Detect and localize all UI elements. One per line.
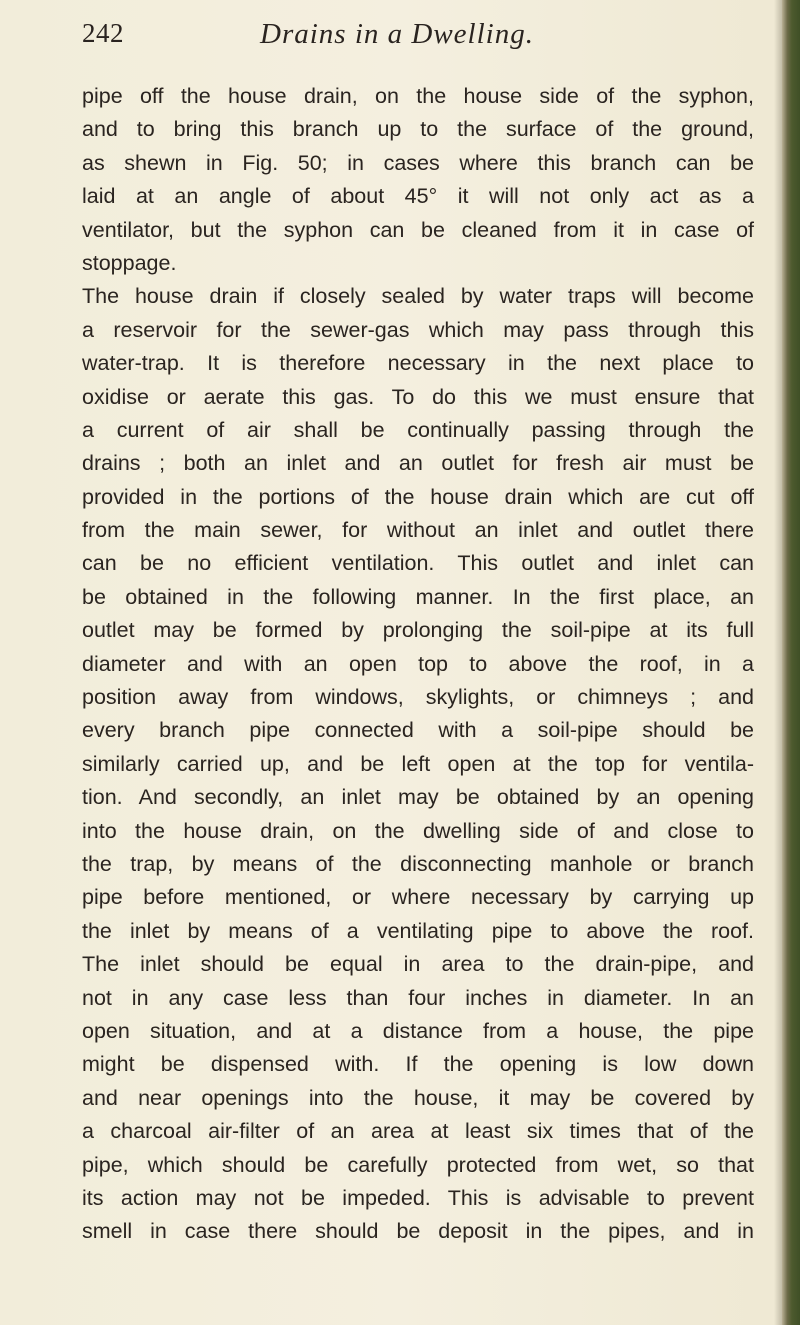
text-line: can be no efficient ventilation. This outlet and inlet can — [82, 551, 754, 576]
text-line: pipe off the house drain, on the house side of the syphon, — [82, 84, 754, 108]
text-line: laid at an angle of about 45° it will not only act as a — [82, 184, 754, 209]
running-title: Drains in a Dwelling. — [260, 18, 534, 50]
text-line: position away from windows, skylights, or chimneys ; and — [82, 685, 754, 710]
text-line: a reservoir for the sewer-gas which may pass through this — [82, 317, 754, 342]
text-line: water-trap. It is therefore necessary in the next place to — [82, 351, 754, 376]
text-line: ventilator, but the syphon can be cleaned from it in case of — [82, 217, 754, 242]
text-line: might be dispensed with. If the opening is low down — [82, 1052, 754, 1077]
text-line: the inlet by means of a ventilating pipe to above the roof. — [82, 918, 754, 943]
text-line: The inlet should be equal in area to the drain-pipe, and — [82, 952, 754, 977]
text-line: and near openings into the house, it may be covered by — [82, 1085, 754, 1110]
text-line: pipe, which should be carefully protected from wet, so that — [82, 1152, 754, 1177]
text-line: pipe before mentioned, or where necessary by carrying up — [82, 885, 754, 910]
text-line: its action may not be impeded. This is advisable to prevent — [82, 1185, 754, 1210]
text-line: a charcoal air-filter of an area at least six times that of the — [82, 1119, 754, 1144]
text-line: drains ; both an inlet and an outlet for fresh air must be — [82, 451, 754, 476]
text-line: into the house drain, on the dwelling side of and close to — [82, 818, 754, 843]
text-line: outlet may be formed by prolonging the soil-pipe at its full — [82, 618, 754, 643]
page-fold-shadow — [774, 0, 782, 1325]
text-line: open situation, and at a distance from a house, the pipe — [82, 1018, 754, 1043]
text-line: provided in the portions of the house drain which are cut off — [82, 484, 754, 509]
page-header — [82, 18, 772, 58]
text-line: and to bring this branch up to the surface of the ground, — [82, 117, 754, 142]
text-line: be obtained in the following manner. In the first place, an — [82, 584, 754, 609]
page-number: 242 — [82, 18, 124, 48]
text-line: stoppage. — [82, 250, 177, 275]
text-line: every branch pipe connected with a soil-pipe should be — [82, 718, 754, 743]
text-line: diameter and with an open top to above the roof, in a — [82, 651, 754, 676]
text-line: The house drain if closely sealed by water traps will become — [82, 284, 754, 309]
body-text — [82, 80, 754, 1249]
text-line: oxidise or aerate this gas. To do this we must ensure that — [82, 384, 754, 409]
text-line: not in any case less than four inches in diameter. In an — [82, 985, 754, 1010]
text-line: a current of air shall be continually passing through the — [82, 417, 754, 442]
text-line: smell in case there should be deposit in the pipes, and in — [82, 1219, 754, 1244]
text-line: the trap, by means of the disconnecting manhole or branch — [82, 851, 754, 876]
text-line: tion. And secondly, an inlet may be obtained by an opening — [82, 785, 754, 810]
text-line: similarly carried up, and be left open at the top for ventila- — [82, 751, 754, 776]
text-line: as shewn in Fig. 50; in cases where this branch can be — [82, 150, 754, 175]
book-edge — [782, 0, 800, 1325]
text-line: from the main sewer, for without an inlet and outlet there — [82, 518, 754, 543]
